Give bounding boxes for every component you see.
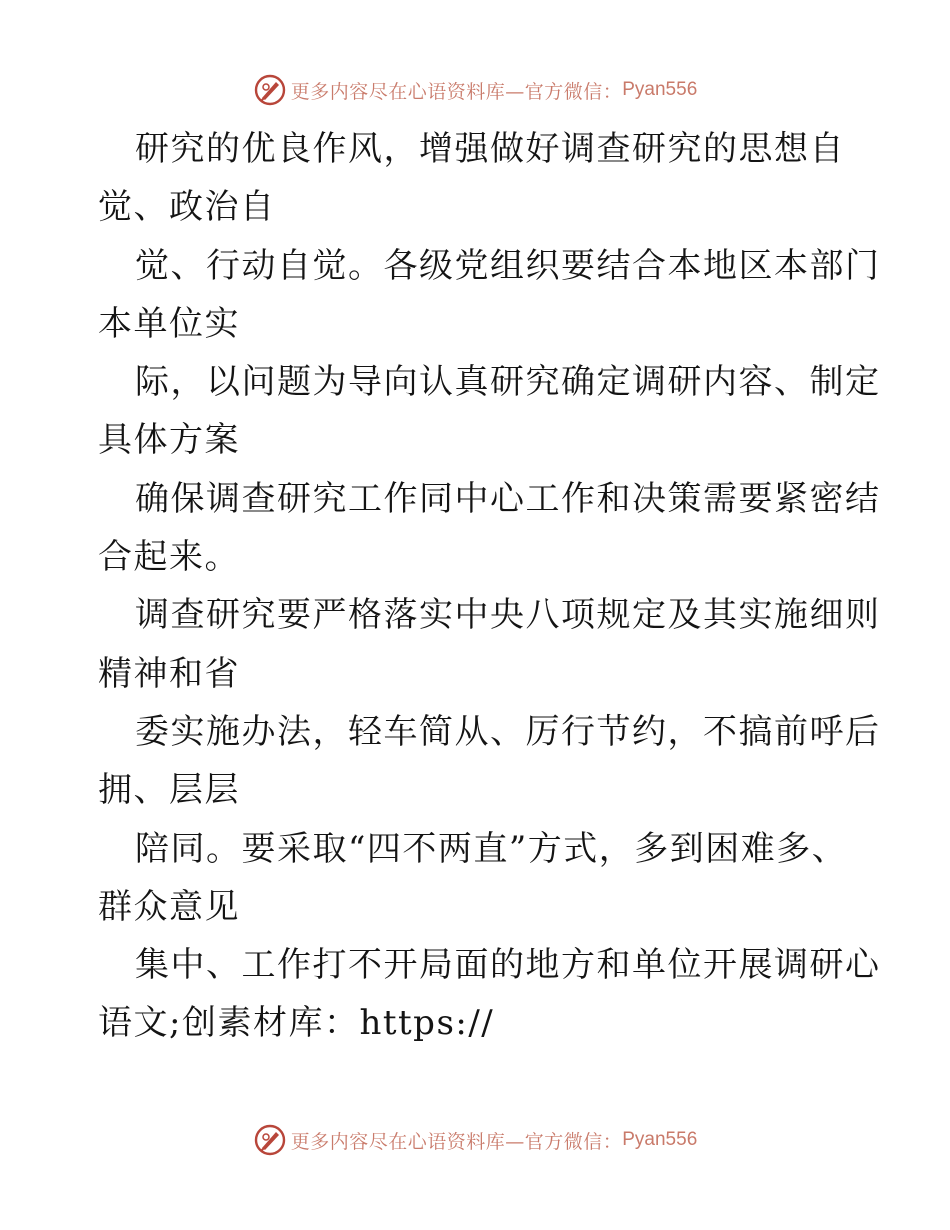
text-line: 合起来。 <box>98 537 240 578</box>
text-line: 觉、行动自觉。各级党组织要结合本地区本部门 <box>135 245 881 286</box>
text-line: 调查研究要严格落实中央八项规定及其实施细则 <box>135 595 881 636</box>
text-line: 本单位实 <box>98 303 240 344</box>
quill-logo-icon <box>253 1123 287 1157</box>
header-watermark <box>0 70 950 110</box>
text-line: 语文;创素材库：https:// <box>98 1003 495 1044</box>
text-line: 拥、层层 <box>98 770 240 811</box>
footer-watermark-account: Pyan556 <box>622 1129 698 1150</box>
text-line: 委实施办法，轻车简从、厉行节约，不搞前呼后 <box>135 711 881 752</box>
text-line: 际，以问题为导向认真研究确定调研内容、制定 <box>135 362 881 403</box>
text-line: 觉、政治自 <box>98 187 276 228</box>
text-line: 陪同。要采取“四不两直”方式，多到困难多、 <box>135 828 848 869</box>
text-line: 研究的优良作风，增强做好调查研究的思想自 <box>135 129 845 169</box>
header-watermark-text: 更多内容尽在心语资料库—官方微信： <box>290 80 623 103</box>
quill-logo-icon <box>253 73 287 107</box>
footer-watermark <box>0 1120 950 1160</box>
document-body <box>98 120 881 1053</box>
text-line: 精神和省 <box>98 653 240 694</box>
text-line: 确保调查研究工作同中心工作和决策需要紧密结 <box>135 478 881 519</box>
text-line: 集中、工作打不开局面的地方和单位开展调研心 <box>135 945 881 986</box>
header-watermark-account: Pyan556 <box>622 79 698 100</box>
text-line: 群众意见 <box>98 886 240 927</box>
text-line: 具体方案 <box>98 420 240 461</box>
footer-watermark-text: 更多内容尽在心语资料库—官方微信： <box>290 1130 623 1153</box>
